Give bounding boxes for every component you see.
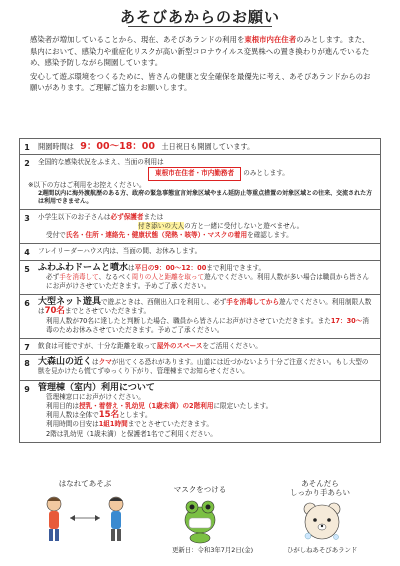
request-item-3: 3 小学生以下のお子さんは必ず保護者または 付き添いの大人の方と一緒に受付しないと遊べません。 受付で氏名・住所・連絡先・健康状態（発熱・咳等）・マスクの着用を確認します。 bbox=[19, 210, 381, 245]
frog-mask-icon bbox=[180, 494, 220, 544]
caption-handwash-2: しっかり手あらい bbox=[290, 488, 350, 497]
request-item-2: 2 全国的な感染状況をふまえ、当面の利用は 東根市在住者・市内勤務者 のみとします。 ※以下の方はご利用をお控えください。 2週間以内に海外渡航歴のある方、政府の緊急事態宣言対象区域やまん延防止等重点措置の対象区域との往来、交流された方は利用できません。 bbox=[19, 155, 381, 210]
request-item-6: 6 大型ネット遊具で遊ぶときは、西側出入口を利用し、必ず手を消毒してから遊んでください。利用制限人数は70名までとさせていただきます。 利用人数が70名に達したと判断した場合、職員から皆さんにお声がけさせていただきます。また17：30～消毒のためお休みさせていただきます。予めご了承ください。 bbox=[19, 295, 381, 339]
request-item-4: 4 フレイリーダーハウス内は、当面の間、お休みします。 bbox=[19, 244, 381, 260]
intro-paragraph-2: 安心して遊ぶ環境をつくるために、皆さんの健康と安全確保を最優先に考え、あそびあランドからのお願いがあります。ご理解ご協力をお願いします。 bbox=[30, 71, 371, 92]
distancing-icon bbox=[40, 492, 130, 544]
handwash-bear-icon bbox=[300, 500, 344, 544]
caption-distance: はなれてあそぶ bbox=[58, 479, 112, 488]
caption-mask: マスクをつける bbox=[173, 485, 227, 494]
title-underline bbox=[128, 26, 272, 27]
request-item-1: 1 開園時間は 9：00～18：00 土日祝日も開園しています。 bbox=[19, 138, 381, 155]
request-item-7: 7 飲食は可能ですが、十分な距離を取って屋外のスペースをご活用ください。 bbox=[19, 339, 381, 355]
request-item-5: 5 ふわふわドームと噴水は平日の9：00～12：00まで利用できます。 必ず手を消毒して、なるべく周りの人と距離を取って遊んでください。利用人数が多い場合は職員から皆さんにお声がけさせていただきます。予めご了承ください。 bbox=[19, 261, 381, 296]
footer-illustrations bbox=[0, 478, 400, 546]
page-title: あそびあからのお願い bbox=[119, 8, 280, 26]
request-item-9: 9 管理棟（室内）利用について 管理棟窓口にお声がけください。 利用目的は授乳・着替え・乳幼児（1歳未満）の2階利用に限定いたします。 利用人数は全体で15名とします。 利用時間の目安は1組1時間までとさせていただきます。 2階は乳幼児（1歳未満）と保護者1名でご利用ください。 bbox=[19, 381, 381, 443]
item-number: 1 bbox=[24, 143, 30, 152]
organization-name: ひがしねあそびあランド bbox=[287, 546, 358, 554]
request-list bbox=[19, 138, 381, 443]
intro-paragraph-1: 感染者が増加していることから、現在、あそびあランドの利用を東根市内在住者のみとします。また、県内において、感染力や重症化リスクが高い新型コロナウイルス変異株への置き換わりが進んでいるため、感染予防しながら開園しています。 bbox=[30, 35, 370, 67]
caption-handwash-1: あそんだら bbox=[301, 479, 339, 488]
request-item-8: 8 大森山の近くはクマが出てくる恐れがあります。山道には近づかないよう十分ご注意ください。もし大型の獣を見かけたら慌てずゆっくり下がり、管理棟までお知らせください。 bbox=[19, 355, 381, 380]
intro bbox=[30, 34, 374, 96]
updated-date: 更新日：令和3年7月2日(金) bbox=[172, 546, 254, 554]
